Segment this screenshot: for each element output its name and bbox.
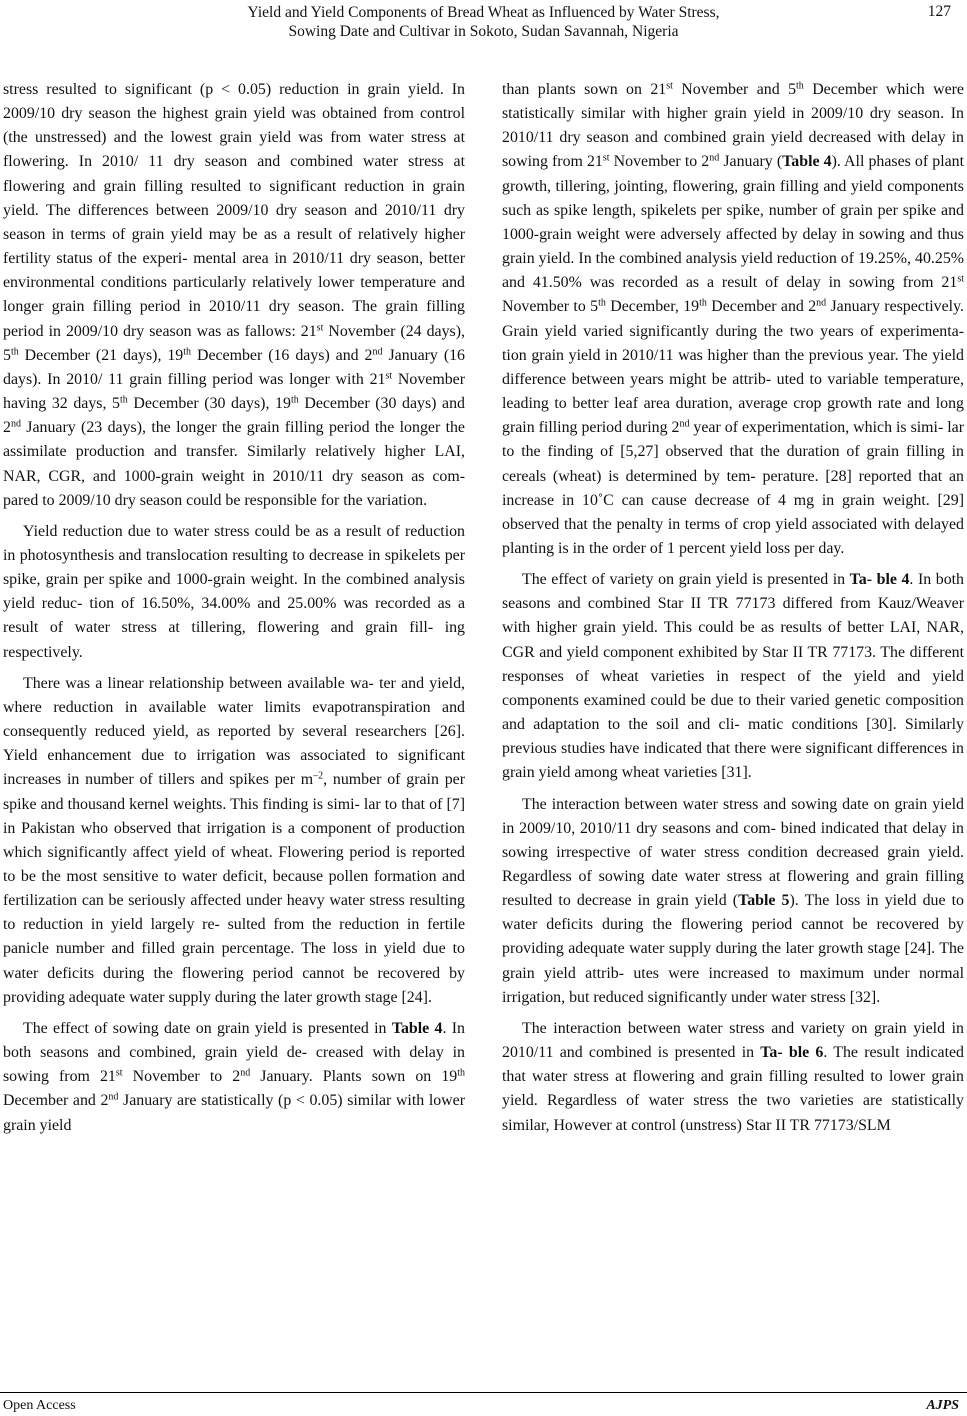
running-head: [0, 3, 967, 41]
table-reference: Ta- ble 6: [760, 1044, 824, 1062]
paragraph-grain-filling-period: stress resulted to significant (p < 0.05) reduction in grain yield. In 2009/10 dry season the highest grain yield was obtained from control (the unstressed) and the lowest grain yield was from water stress at flowering. In 2010/ 11 dry season and combined water stress at flowering and grain filling resulted to significant reduction in grain yield. The differences between 2009/10 dry season and 2010/11 dry season in terms of grain yield may be as a result of relatively higher fertility status of the experi- mental area in 2010/11 dry season, better environmental conditions particularly relatively lower temperature and longer grain filling period in 2010/11 dry season. The grain filling period in 2009/10 dry season was as fallows: 21st November (24 days), 5th December (21 days), 19th December (16 days) and 2nd January (16 days). In 2010/ 11 grain filling period was longer with 21st November having 32 days, 5th December (30 days), 19th December (30 days) and 2nd January (23 days), the longer the grain filling period the longer the assimilate production and transfer. Similarly relatively higher LAI, NAR, CGR, and 1000-grain weight in 2010/11 dry season as com- pared to 2009/10 dry season could be responsible for the variation.: [3, 81, 466, 509]
footer-open-access: Open Access: [3, 1398, 76, 1413]
paragraph-water-stress-sowing-interaction: The interaction between water stress and sowing date on grain yield in 2009/10, 2010/11 dry seasons and com- bined indicated that delay in sowing irrespective of water stress condition decreased grain yield. Regardless of sowing date water stress at flowering and grain filling resulted to decrease in grain yield (Table 5). The loss in yield due to water deficits during the flowering period cannot be recovered by providing adequate water supply during the later growth stage [24]. The grain yield attrib- utes were increased to maximum under normal irrigation, but reduced significantly under water stress [32].: [502, 795, 965, 1006]
table-reference: Ta- ble 4: [849, 571, 910, 589]
left-column: [3, 78, 465, 1145]
paragraph-water-stress-variety-interaction: The interaction between water stress and variety on grain yield in 2010/11 and combined is presented in Ta- ble 6. The result indicated that water stress at flowering and grain filling resulted to lower grain yield. Regardless of water stress the two varieties are statistically similar, However at control (unstress) Star II TR 77173/SLM: [502, 1019, 964, 1134]
paragraph-yield-reduction: Yield reduction due to water stress could be as a result of reduction in photosynthesis and translocation resulting to decrease in spikelets per spike, grain per spike and 1000-grain weight. In the combined analysis yield reduc- tion of 16.50%, 34.00% and 25.00% was recorded as a result of water stress at tillering, flowering and grain fill- ing respectively.: [3, 522, 465, 661]
running-head-line-1: Yield and Yield Components of Bread Wheat as Influenced by Water Stress,: [247, 4, 720, 21]
page-number: 127: [927, 3, 951, 20]
table-reference: Table 5: [738, 892, 790, 910]
paragraph-sowing-date-effect: The effect of sowing date on grain yield is presented in Table 4. In both seasons and combined, grain yield de- creased with delay in sowing from 21st November to 2nd January. Plants sown on 19th December and 2nd January are statistically (p < 0.05) similar with lower grain yield: [3, 1019, 466, 1134]
table-reference: Table 4: [782, 153, 832, 171]
paragraph-variety-effect: The effect of variety on grain yield is presented in Ta- ble 4. In both seasons and combined Star II TR 77173 differed from Kauz/Weaver with higher grain yield. This could be as results of better LAI, NAR, CGR and yield component exhibited by Star II TR 77173. The different responses of wheat varieties in respect of the yield and yield components examined could be due to their varied genetic composition and adaptation to the soil and cli- matic conditions [30]. Similarly previous studies have indicated that there were significant differences in grain yield among wheat varieties [31].: [502, 571, 964, 782]
footer-divider: [0, 1392, 967, 1393]
paragraph-sowing-date-continued: than plants sown on 21st November and 5th December which were statistically similar with higher grain yield in 2009/10 dry season. In 2010/11 dry season and combined grain yield decreased with delay in sowing from 21st November to 2nd January (Table 4). All phases of plant growth, tillering, jointing, flowering, grain filling and yield components such as spike length, spikelets per spike, number of grain per spike and 1000-grain weight were adversely affected by delay in sowing and thus grain yield. In the combined analysis yield reduction of 19.25%, 40.25% and 41.50% was recorded as a result of delay in sowing from 21st November to 5th December, 19th December and 2nd January respectively. Grain yield varied significantly during the two years of experimenta- tion grain yield in 2010/11 was higher than the previous year. The yield difference between years might be attrib- uted to variable temperature, leading to better leaf area duration, average crop growth rate and long grain filling period during 2nd year of experimentation, which is simi- lar to the finding of [5,27] observed that the duration of grain filling in cereals (wheat) is determined by tem- perature. [28] reported that an increase in 10˚C can cause decrease of 4 mg in grain weight. [29] observed that the penalty in terms of crop yield associated with delayed planting is in the order of 1 percent yield loss per day.: [502, 80, 965, 557]
footer-journal-name: AJPS: [926, 1398, 959, 1413]
right-column: [502, 78, 964, 1145]
paragraph-linear-relationship: There was a linear relationship between available wa- ter and yield, where reduction in available water limits evapotranspiration and consequently reduced yield, as reported by several researchers [26]. Yield enhancement due to irrigation was associated to significant increases in number of tillers and spikes per $m^{-2}$, number of grain per spike and thousand kernel weights. This finding is simi- lar to that of [7] in Pakistan who observed that irrigation is a component of production which significantly affect yield of wheat. Flowering period is reported to be the most sensitive to water deficit, because pollen formation and fertilization can be seriously affected under heavy water stress resulting to reduction in yield largely re- sulted from the reduction in fertile panicle number and filled grain percentage. The loss in yield due to water deficits during the flowering period cannot be recovered by providing adequate water supply during the later growth stage [24].: [3, 674, 465, 1006]
running-head-line-2: Sowing Date and Cultivar in Sokoto, Sudan Savannah, Nigeria: [288, 23, 679, 40]
table-reference: Table 4: [391, 1019, 443, 1037]
